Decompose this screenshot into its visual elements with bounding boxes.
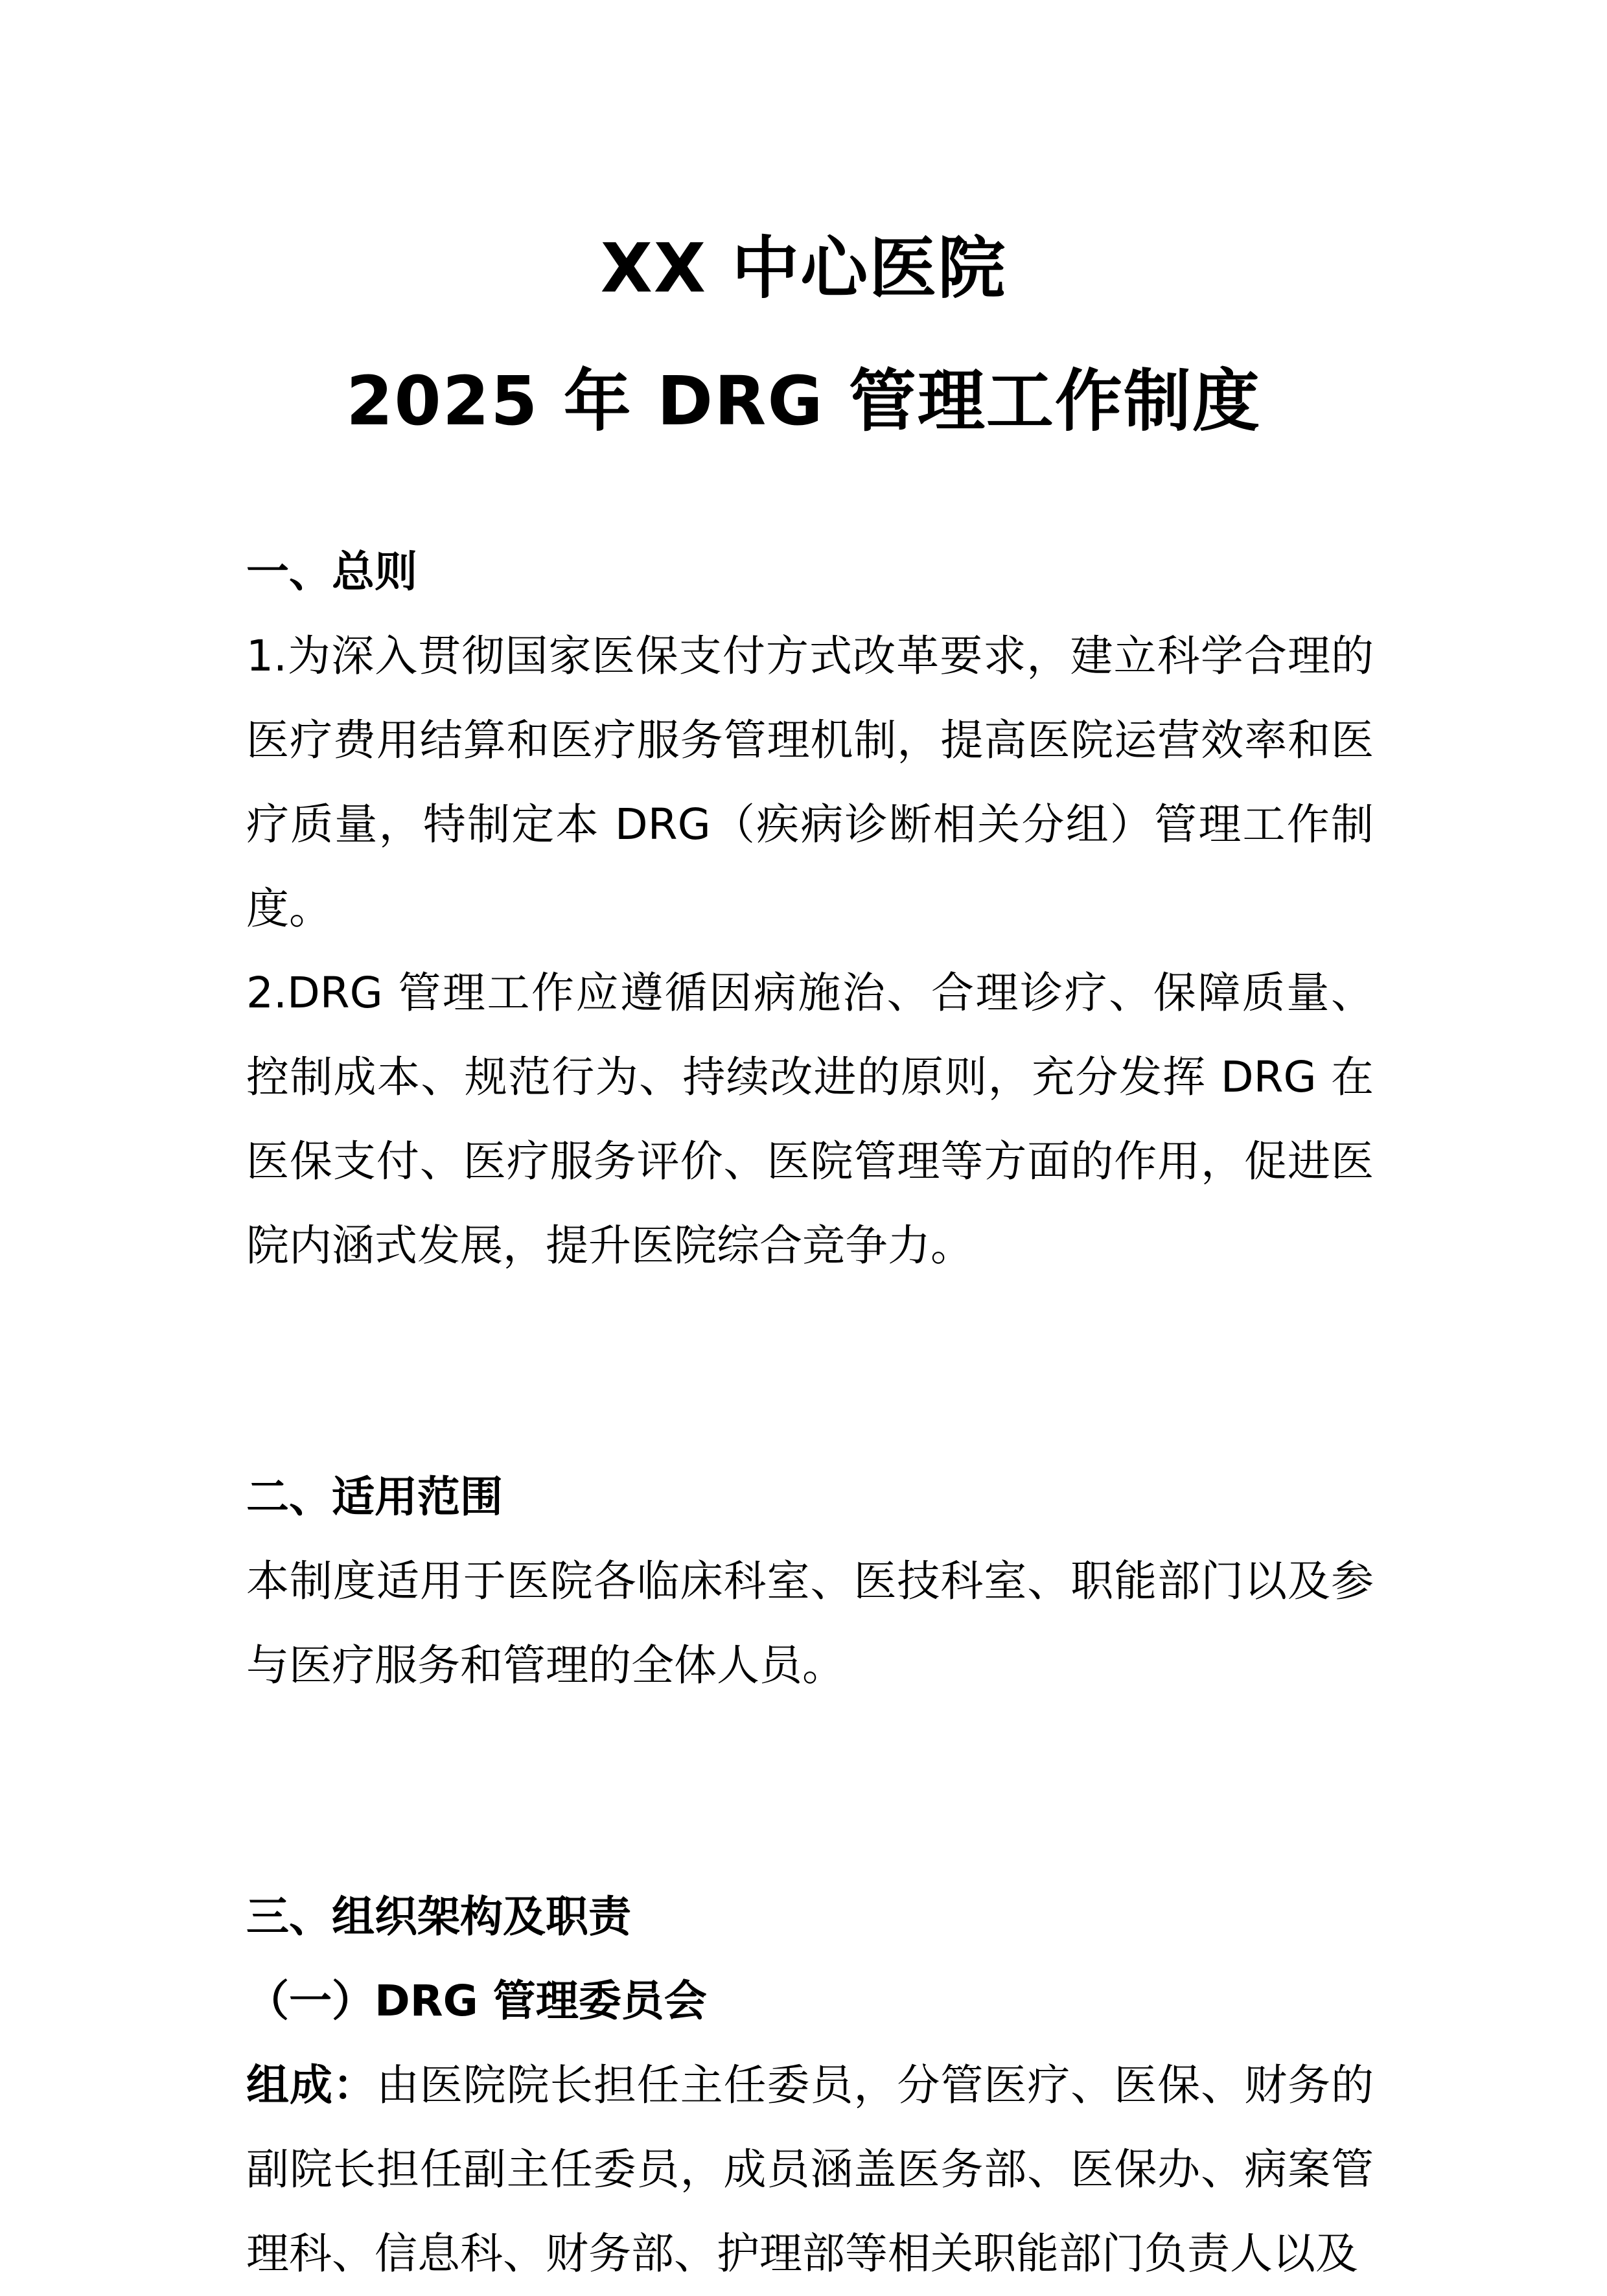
committee-composition-paragraph xyxy=(246,2043,1374,2296)
section-heading-scope: 二、适用范围 xyxy=(246,1472,503,1522)
document-title-line2: 2025 年 DRG 管理工作制度 xyxy=(346,362,1261,441)
general-paragraph-2: 2.DRG 管理工作应遵循因病施治、合理诊疗、保障质量、控制成本、规范行为、持续改进的原则，充分发挥 DRG 在医保支付、医疗服务评价、医院管理等方面的作用，促进医院内涵式发展，提升医院综合竞争力。 xyxy=(246,968,1374,1270)
general-paragraph-1: 1.为深入贯彻国家医保支付方式改革要求，建立科学合理的医疗费用结算和医疗服务管理机制，提高医院运营效率和医疗质量，特制定本 DRG（疾病诊断相关分组）管理工作制度。 xyxy=(246,631,1374,934)
subsection-heading-committee: （一）DRG 管理委员会 xyxy=(246,1976,707,2026)
section-spacer xyxy=(246,1288,1374,1455)
section-heading-general: 一、总则 xyxy=(246,547,417,597)
document-title-line1: XX 中心医院 xyxy=(600,229,1007,308)
scope-paragraph-1: 本制度适用于医院各临床科室、医技科室、职能部门以及参与医疗服务和管理的全体人员。 xyxy=(246,1556,1374,1690)
section-spacer xyxy=(246,1708,1374,1875)
document-body xyxy=(246,530,1374,2296)
composition-label: 组成： xyxy=(246,2060,376,2110)
composition-text: 由医院院长担任主任委员，分管医疗、医保、财务的副院长担任副主任委员，成员涵盖医务部、医保办、病案管理科、信息科、财务部、护理部等相关职能部门负责人以及 xyxy=(246,2060,1374,2279)
section-heading-organization: 三、组织架构及职责 xyxy=(246,1892,631,1942)
